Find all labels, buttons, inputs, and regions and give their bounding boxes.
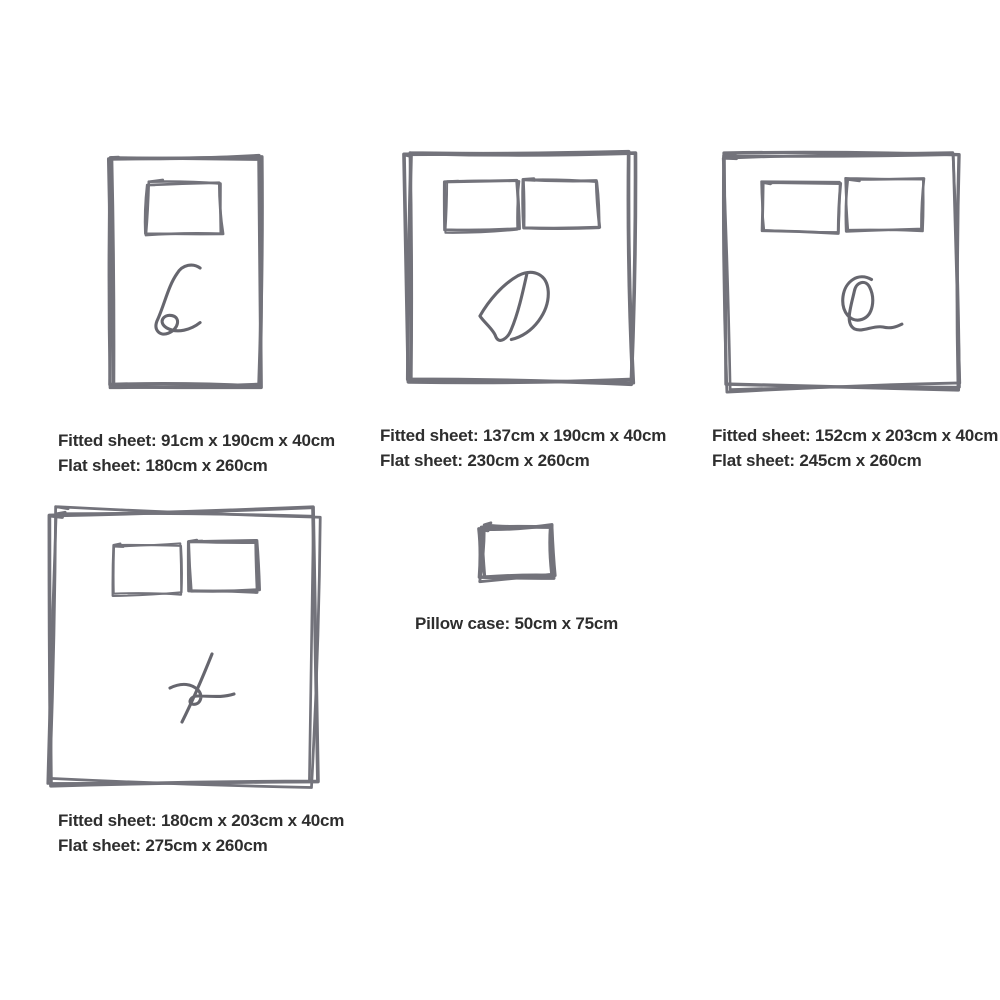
mattress-outline: [48, 507, 318, 786]
pillow-case-sketch: [470, 512, 565, 590]
pillow-outline: [445, 180, 519, 232]
double-flat-sheet-text: Flat sheet: 230cm x 260cm: [380, 451, 590, 470]
pillow-outline: [762, 182, 840, 233]
mattress-outline: [481, 526, 555, 577]
pillow-outline: [845, 178, 923, 231]
pillow-outline: [523, 179, 600, 229]
single-letter-s: [156, 265, 200, 334]
queen-bed-drawing: [718, 142, 973, 402]
mattress-outline: [109, 157, 263, 387]
king-letter-k: [170, 654, 234, 722]
queen-bed-sketch: [718, 142, 973, 402]
pillow-outline: [189, 539, 258, 593]
mattress-outline: [111, 156, 261, 389]
king-flat-sheet-text: Flat sheet: 275cm x 260cm: [58, 836, 268, 855]
queen-letter-q: [843, 277, 902, 330]
pillow-outline: [188, 540, 260, 592]
pillow-outline: [113, 543, 182, 596]
single-fitted-sheet-text: Fitted sheet: 91cm x 190cm x 40cm: [58, 431, 335, 450]
queen-fitted-sheet-text: Fitted sheet: 152cm x 203cm x 40cm: [712, 426, 999, 445]
pillow-case-drawing: [470, 512, 565, 590]
double-letter-d: [480, 272, 548, 340]
king-fitted-sheet-text: Fitted sheet: 180cm x 203cm x 40cm: [58, 811, 345, 830]
single-bed-sketch: [100, 145, 270, 400]
double-bed-dimensions: [380, 423, 666, 473]
mattress-outline: [49, 507, 321, 788]
double-fitted-sheet-text: Fitted sheet: 137cm x 190cm x 40cm: [380, 426, 667, 445]
pillow-outline: [846, 178, 924, 232]
king-bed-drawing: [42, 498, 327, 798]
mattress-outline: [109, 157, 262, 387]
pillow-outline: [761, 181, 840, 232]
king-bed-sketch: [42, 498, 327, 798]
pillow-outline: [113, 543, 182, 595]
single-bed-drawing: [100, 145, 270, 400]
queen-bed-dimensions: [712, 423, 998, 473]
queen-flat-sheet-text: Flat sheet: 245cm x 260cm: [712, 451, 922, 470]
pillow-outline: [523, 179, 599, 229]
pillow-outline: [146, 180, 221, 235]
king-bed-dimensions: [58, 808, 344, 858]
pillow-outline: [444, 180, 520, 231]
single-flat-sheet-text: Flat sheet: 180cm x 260cm: [58, 456, 268, 475]
pillow-case-dimensions: [415, 611, 618, 636]
pillow-case-text: Pillow case: 50cm x 75cm: [415, 614, 619, 633]
pillow-outline: [145, 183, 224, 235]
mattress-outline: [479, 524, 555, 578]
double-bed-sketch: [400, 142, 640, 397]
double-bed-drawing: [400, 142, 640, 397]
single-bed-dimensions: [58, 428, 335, 478]
